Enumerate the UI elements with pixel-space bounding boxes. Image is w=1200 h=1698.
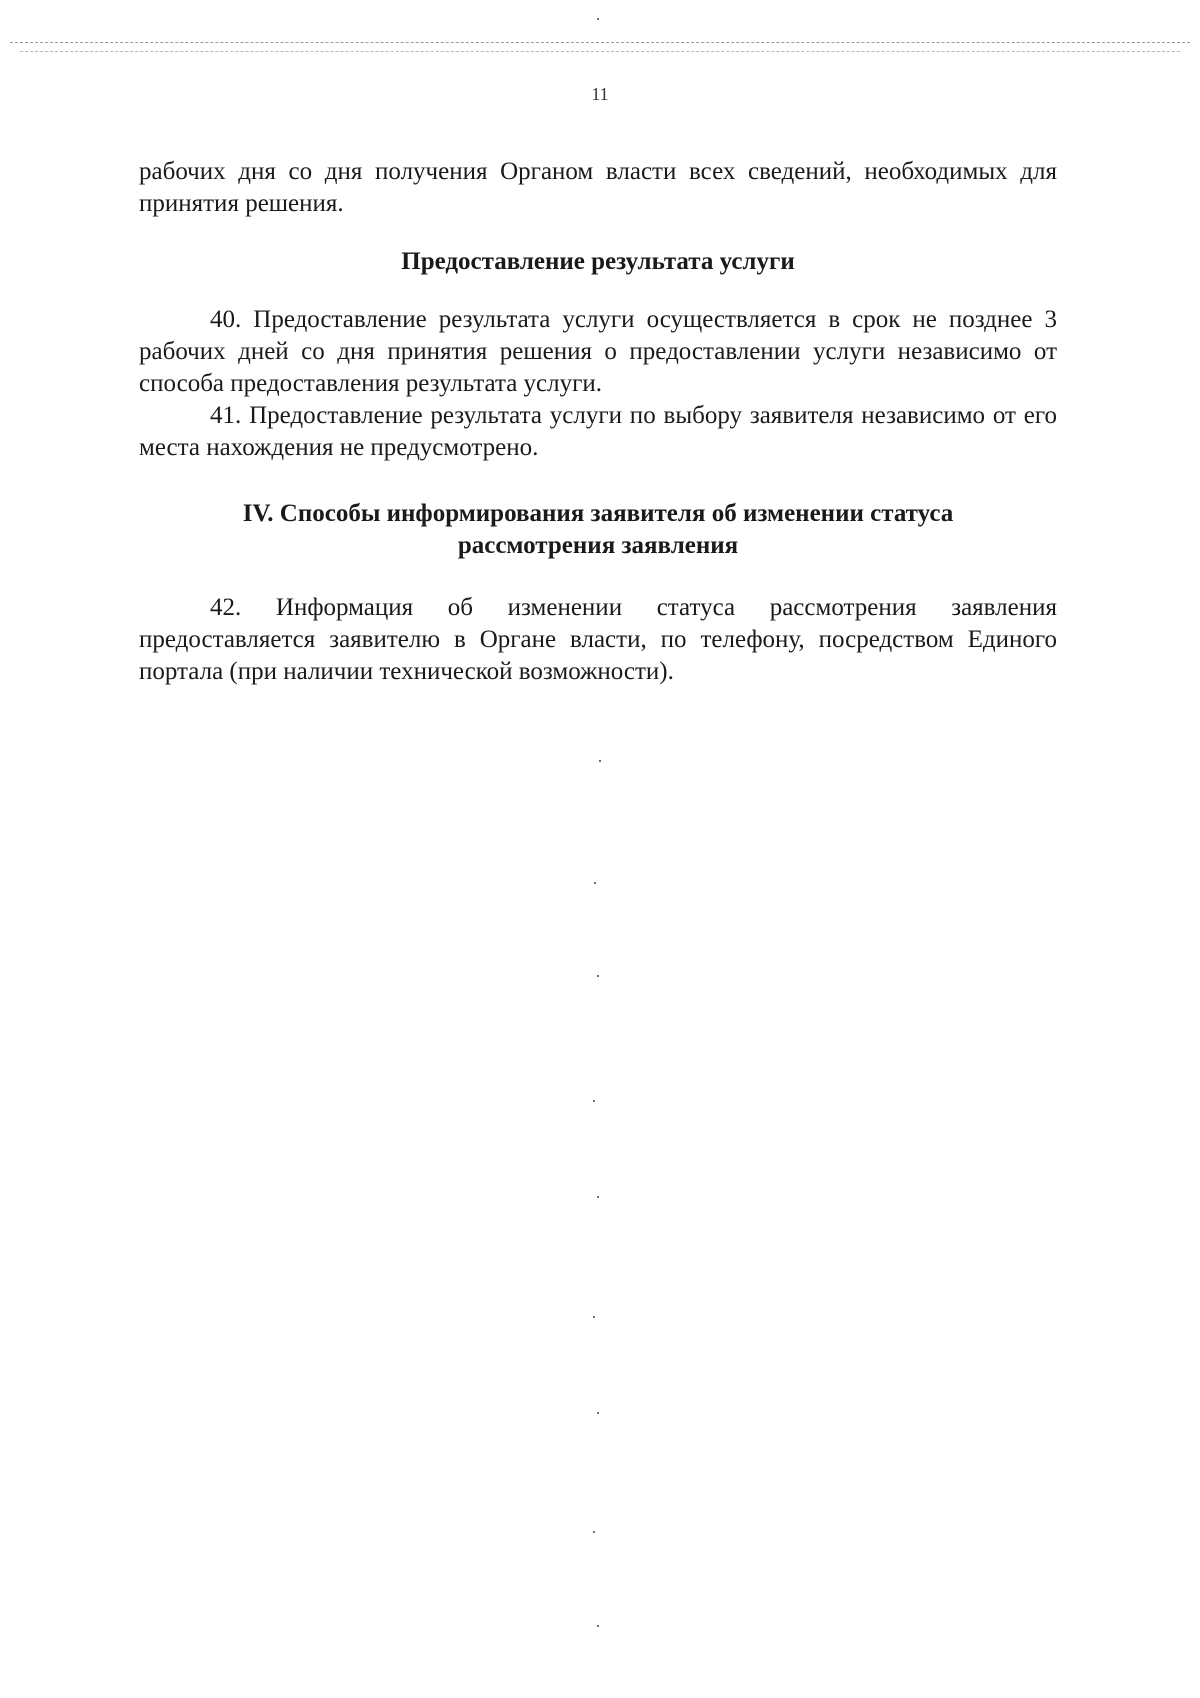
heading-section-4 — [139, 498, 1057, 562]
scan-artifact-line-top — [10, 42, 1190, 43]
paragraph-42: 42. Информация об изменении статуса рассмотрения заявления предоставляется заявителю в Органе власти, по телефону, посредством Единого портала (при наличии технической возможности). — [139, 594, 1057, 685]
heading-result: Предоставление результата услуги — [401, 248, 795, 275]
scan-artifact-line-bottom — [20, 51, 1180, 52]
scan-speck — [599, 760, 601, 762]
heading-section-4-line1: IV. Способы информирования заявителя об изменении статуса — [242, 500, 954, 527]
heading-section-4-line2: рассмотрения заявления — [457, 532, 739, 559]
scan-speck — [594, 882, 596, 884]
scan-speck — [597, 975, 599, 977]
scan-speck — [593, 1316, 595, 1318]
scan-speck — [597, 1196, 599, 1198]
scan-speck — [593, 1100, 595, 1102]
paragraph-continuation: рабочих дня со дня получения Органом власти всех сведений, необходимых для принятия решения. — [139, 158, 1057, 217]
scan-speck — [597, 18, 599, 20]
paragraph-40: 40. Предоставление результата услуги осуществляется в срок не позднее 3 рабочих дней со дня принятия решения о предоставлении услуги независимо от способа предоставления результата услуги. — [139, 306, 1057, 397]
page-number: 11 — [591, 84, 609, 104]
scan-speck — [597, 1625, 599, 1627]
document-body — [139, 156, 1057, 688]
paragraph-41: 41. Предоставление результата услуги по выбору заявителя независимо от его места нахождения не предусмотрено. — [139, 402, 1057, 461]
scan-speck — [593, 1531, 595, 1533]
scan-speck — [597, 1412, 599, 1414]
